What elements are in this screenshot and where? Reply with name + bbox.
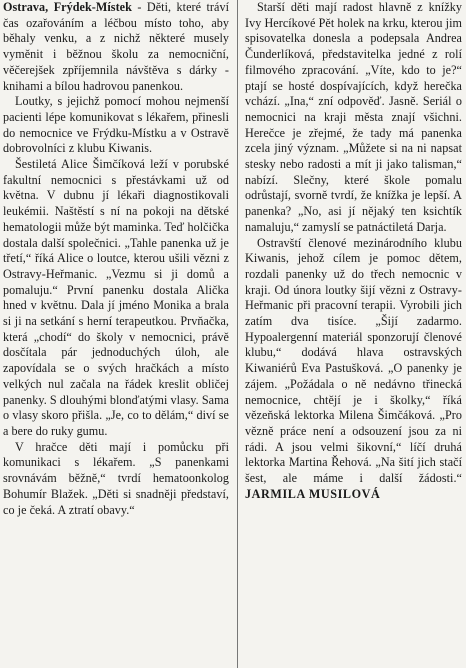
- dateline: Ostrava, Frýdek-Místek: [3, 0, 132, 14]
- lead-text: - Děti, které tráví čas ozařováním a léčbou místo toho, aby běhaly venku, a z nichž některé musely vyměnit i běžnou školu za nemocniční, věčerejšek zpříjemnila návštěva s dárky - knihami a bílou hadrovou panenkou.: [3, 0, 230, 93]
- article-right-column: [245, 0, 462, 503]
- paragraph-5: Starší děti mají radost hlavně z knížky Ivy Hercíkové Pět holek na krku, kterou jim spisovatelka donesla a podepsala Andrea Čunderlíková, představitelka jedné z rolí filmového zpracování. „Víte, kdo to je?“ ptají se hosté dospívajících, když herečka vchází. „Ina,“ zní odpověď. Jasně. Seriál o nemocnici na kraji města znají všichni. Herečce je zřejmé, že tady má panenka zcela jiný význam. „Můžete si na ni napsat stesky nebo radosti a mít ji jako talisman,“ nabízí. Slečny, které škole pomalu odrůstají, svorně tvrdí, že knížka je lepší. A panenka? „No, asi jí nějaký ten ksichtík namaluju,“ zamyslí se patnáctiletá Darja.: [245, 0, 462, 234]
- paragraph-4: V hračce děti mají i pomůcku při komunikaci s lékařem. „S panenkami srovnávám běžně,“ tvrdí hematoonkolog Bohumír Blažek. „Děti si snadněji představí, co je čeká. A ztratí obavy.“: [3, 439, 229, 517]
- paragraph-1: [3, 0, 229, 94]
- paragraph-6-text: Ostravští členové mezinárodního klubu Kiwanis, jehož cílem je pomoc dětem, rozdali panenky už do třech nemocnic v kraji. Od února loutky šijí vězni z Ostravy-Heřmanic při pracovní terapii. Vyrobili jich zatím dva tisíce. „Šijí zadarmo. Hypoalergenní materiál sponzorují členové klubu,“ dodává hlava ostravských Kiwaniérů Eva Pastušková. „O panenky je zájem. „Požádala o ně nedávno třinecká nemocnice, chtějí je i školky,“ říká vězeňská lektorka Milena Šimčáková. „Pro vězně práce není a odsouzení jsou za ni rádi. A jsou velmi šikovní,“ líčí druhá lektorka Martina Řehová. „Na šití jich stačí šest, ale máme i další žádosti.“: [245, 235, 462, 486]
- paragraph-6: [245, 236, 462, 503]
- paragraph-2: Loutky, s jejichž pomocí mohou nejmenší pacienti lépe komunikovat s lékařem, přinesli do nemocnice ve Frýdku-Místku a v Ostravě dobrovolníci z klubu Kiwanis.: [3, 94, 229, 156]
- author-byline: JARMILA MUSILOVÁ: [245, 486, 381, 501]
- column-divider: [237, 0, 238, 668]
- paragraph-3: Šestiletá Alice Šimčíková leží v porubské fakultní nemocnici s přestávkami už od května. V dubnu jí lékaři diagnostikovali leukémii. Naštěstí s ní na pokoji na dětské hematologii může být maminka. Teď holčička dostala další společnici. „Tahle panenka už je třetí,“ říká Alice o loutce, kterou ušili vězni z Ostravy-Heřmanic. „Vezmu si ji domů a pomaluju.“ První panenku dostala Alička hned v květnu. Dala jí jméno Monika a brala si ji na setkání s herní terapeutkou. Prvňačka, která „chodí“ do školy v nemocnici, právě dosčítala pár jednoduchých úloh, ale zapovídala se o svých hračkách a místo velkých nul začala na řádek kreslit obličej panenky. S dlouhými blonďatými vlasy. Sama o vlasy skoro přišla. „Je, co to dělám,“ diví se a bere do ruky gumu.: [3, 157, 229, 438]
- article-left-column: [3, 0, 229, 518]
